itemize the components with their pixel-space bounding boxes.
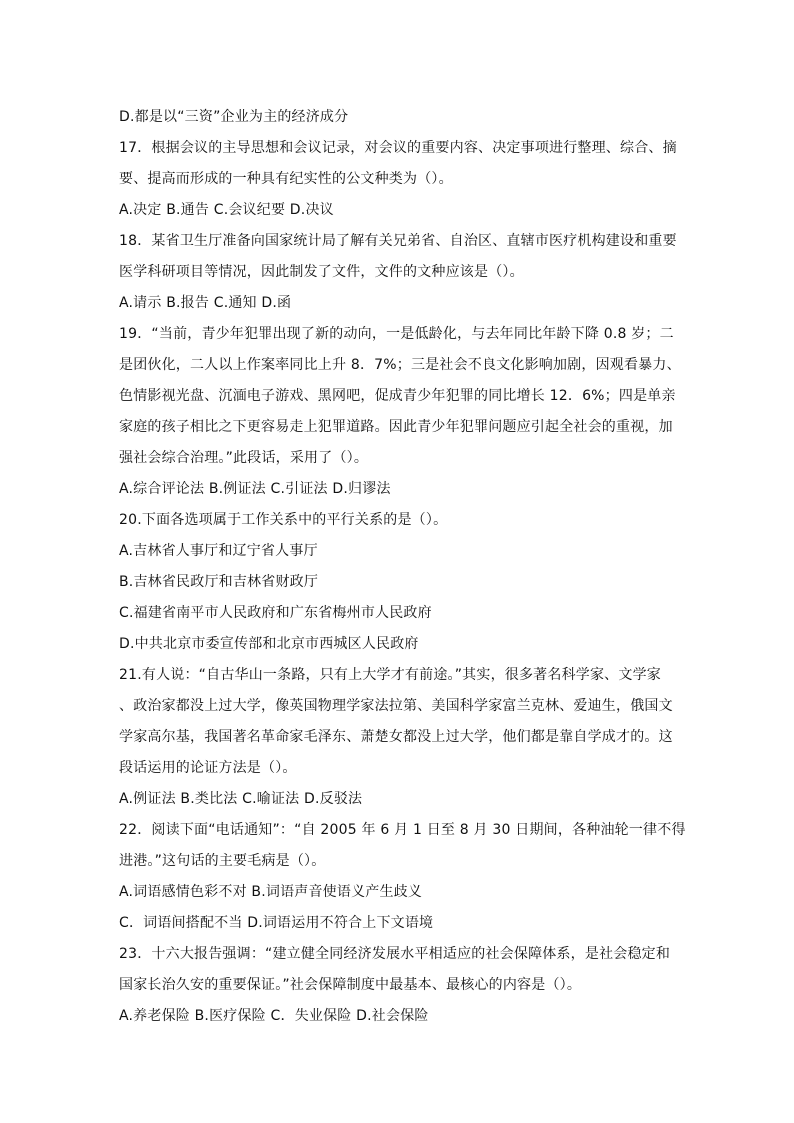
question-19-line-1: 19．“当前，青少年犯罪出现了新的动向，一是低龄化，与去年同比年龄下降 0.8 岁；二 (119, 326, 674, 342)
question-22-options-line-2: C．词语间搭配不当 D.词语运用不符合上下文语境 (119, 915, 434, 931)
question-18-line-1: 18．某省卫生厅准备向国家统计局了解有关兄弟省、自治区、直辖市医疗机构建设和重要 (119, 233, 677, 249)
question-20-option-b: B.吉林省民政厅和吉林省财政厅 (119, 574, 319, 590)
question-17-line-1: 17．根据会议的主导思想和会议记录，对会议的重要内容、决定事项进行整理、综合、摘 (119, 140, 677, 156)
question-19-line-5: 强社会综合治理。”此段话，采用了（）。 (119, 450, 369, 466)
question-19-line-3: 色情影视光盘、沉湎电子游戏、黑网吧，促成青少年犯罪的同比增长 12．6%；四是单亲 (119, 388, 676, 404)
question-21-line-2: 、政治家都没上过大学，像英国物理学家法拉第、美国科学家富兰克林、爱迪生，俄国文 (119, 698, 673, 714)
question-23-line-2: 国家长治久安的重要保证。”社会保障制度中最基本、最核心的内容是（）。 (119, 977, 582, 993)
document-page (119, 102, 686, 1032)
question-22-options-line-1: A.词语感情色彩不对 B.词语声音使语义产生歧义 (119, 884, 423, 900)
question-17-options: A.决定 B.通告 C.会议纪要 D.决议 (119, 202, 334, 218)
question-18-options: A.请示 B.报告 C.通知 D.函 (119, 295, 292, 311)
question-20-option-d: D.中共北京市委宣传部和北京市西城区人民政府 (119, 636, 419, 652)
question-21-options: A.例证法 B.类比法 C.喻证法 D.反驳法 (119, 791, 363, 807)
question-22-line-2: 进港。”这句话的主要毛病是（）。 (119, 853, 326, 869)
question-21-line-4: 段话运用的论证方法是（）。 (119, 760, 297, 776)
question-23-options: A.养老保险 B.医疗保险 C．失业保险 D.社会保险 (119, 1008, 429, 1024)
question-19-line-4: 家庭的孩子相比之下更容易走上犯罪道路。因此青少年犯罪问题应引起全社会的重视，加 (119, 419, 673, 435)
question-19-line-2: 是团伙化，二人以上作案率同比上升 8．7%；三是社会不良文化影响加剧，因观看暴力、 (119, 357, 681, 373)
question-20-option-c: C.福建省南平市人民政府和广东省梅州市人民政府 (119, 605, 432, 621)
question-21-line-1: 21.有人说：“自古华山一条路，只有上大学才有前途。”其实，很多著名科学家、文学家 (119, 667, 661, 683)
question-21-line-3: 学家高尔基，我国著名革命家毛泽东、萧楚女都没上过大学，他们都是靠自学成才的。这 (119, 729, 673, 745)
question-19-options: A.综合评论法 B.例证法 C.引证法 D.归谬法 (119, 481, 391, 497)
question-20-line-1: 20.下面各选项属于工作关系中的平行关系的是（）。 (119, 512, 448, 528)
option-line: D.都是以“三资”企业为主的经济成分 (119, 109, 349, 125)
question-18-line-2: 医学科研项目等情况，因此制发了文件，文件的文种应该是（）。 (119, 264, 524, 280)
question-17-line-2: 要、提高而形成的一种具有纪实性的公文种类为（）。 (119, 171, 453, 187)
question-20-option-a: A.吉林省人事厅和辽宁省人事厅 (119, 543, 318, 559)
question-22-line-1: 22．阅读下面“电话通知”：“自 2005 年 6 月 1 日至 8 月 30 日期间，各种油轮一律不得 (119, 822, 686, 838)
question-23-line-1: 23．十六大报告强调：“建立健全同经济发展水平相适应的社会保障体系，是社会稳定和 (119, 946, 671, 962)
